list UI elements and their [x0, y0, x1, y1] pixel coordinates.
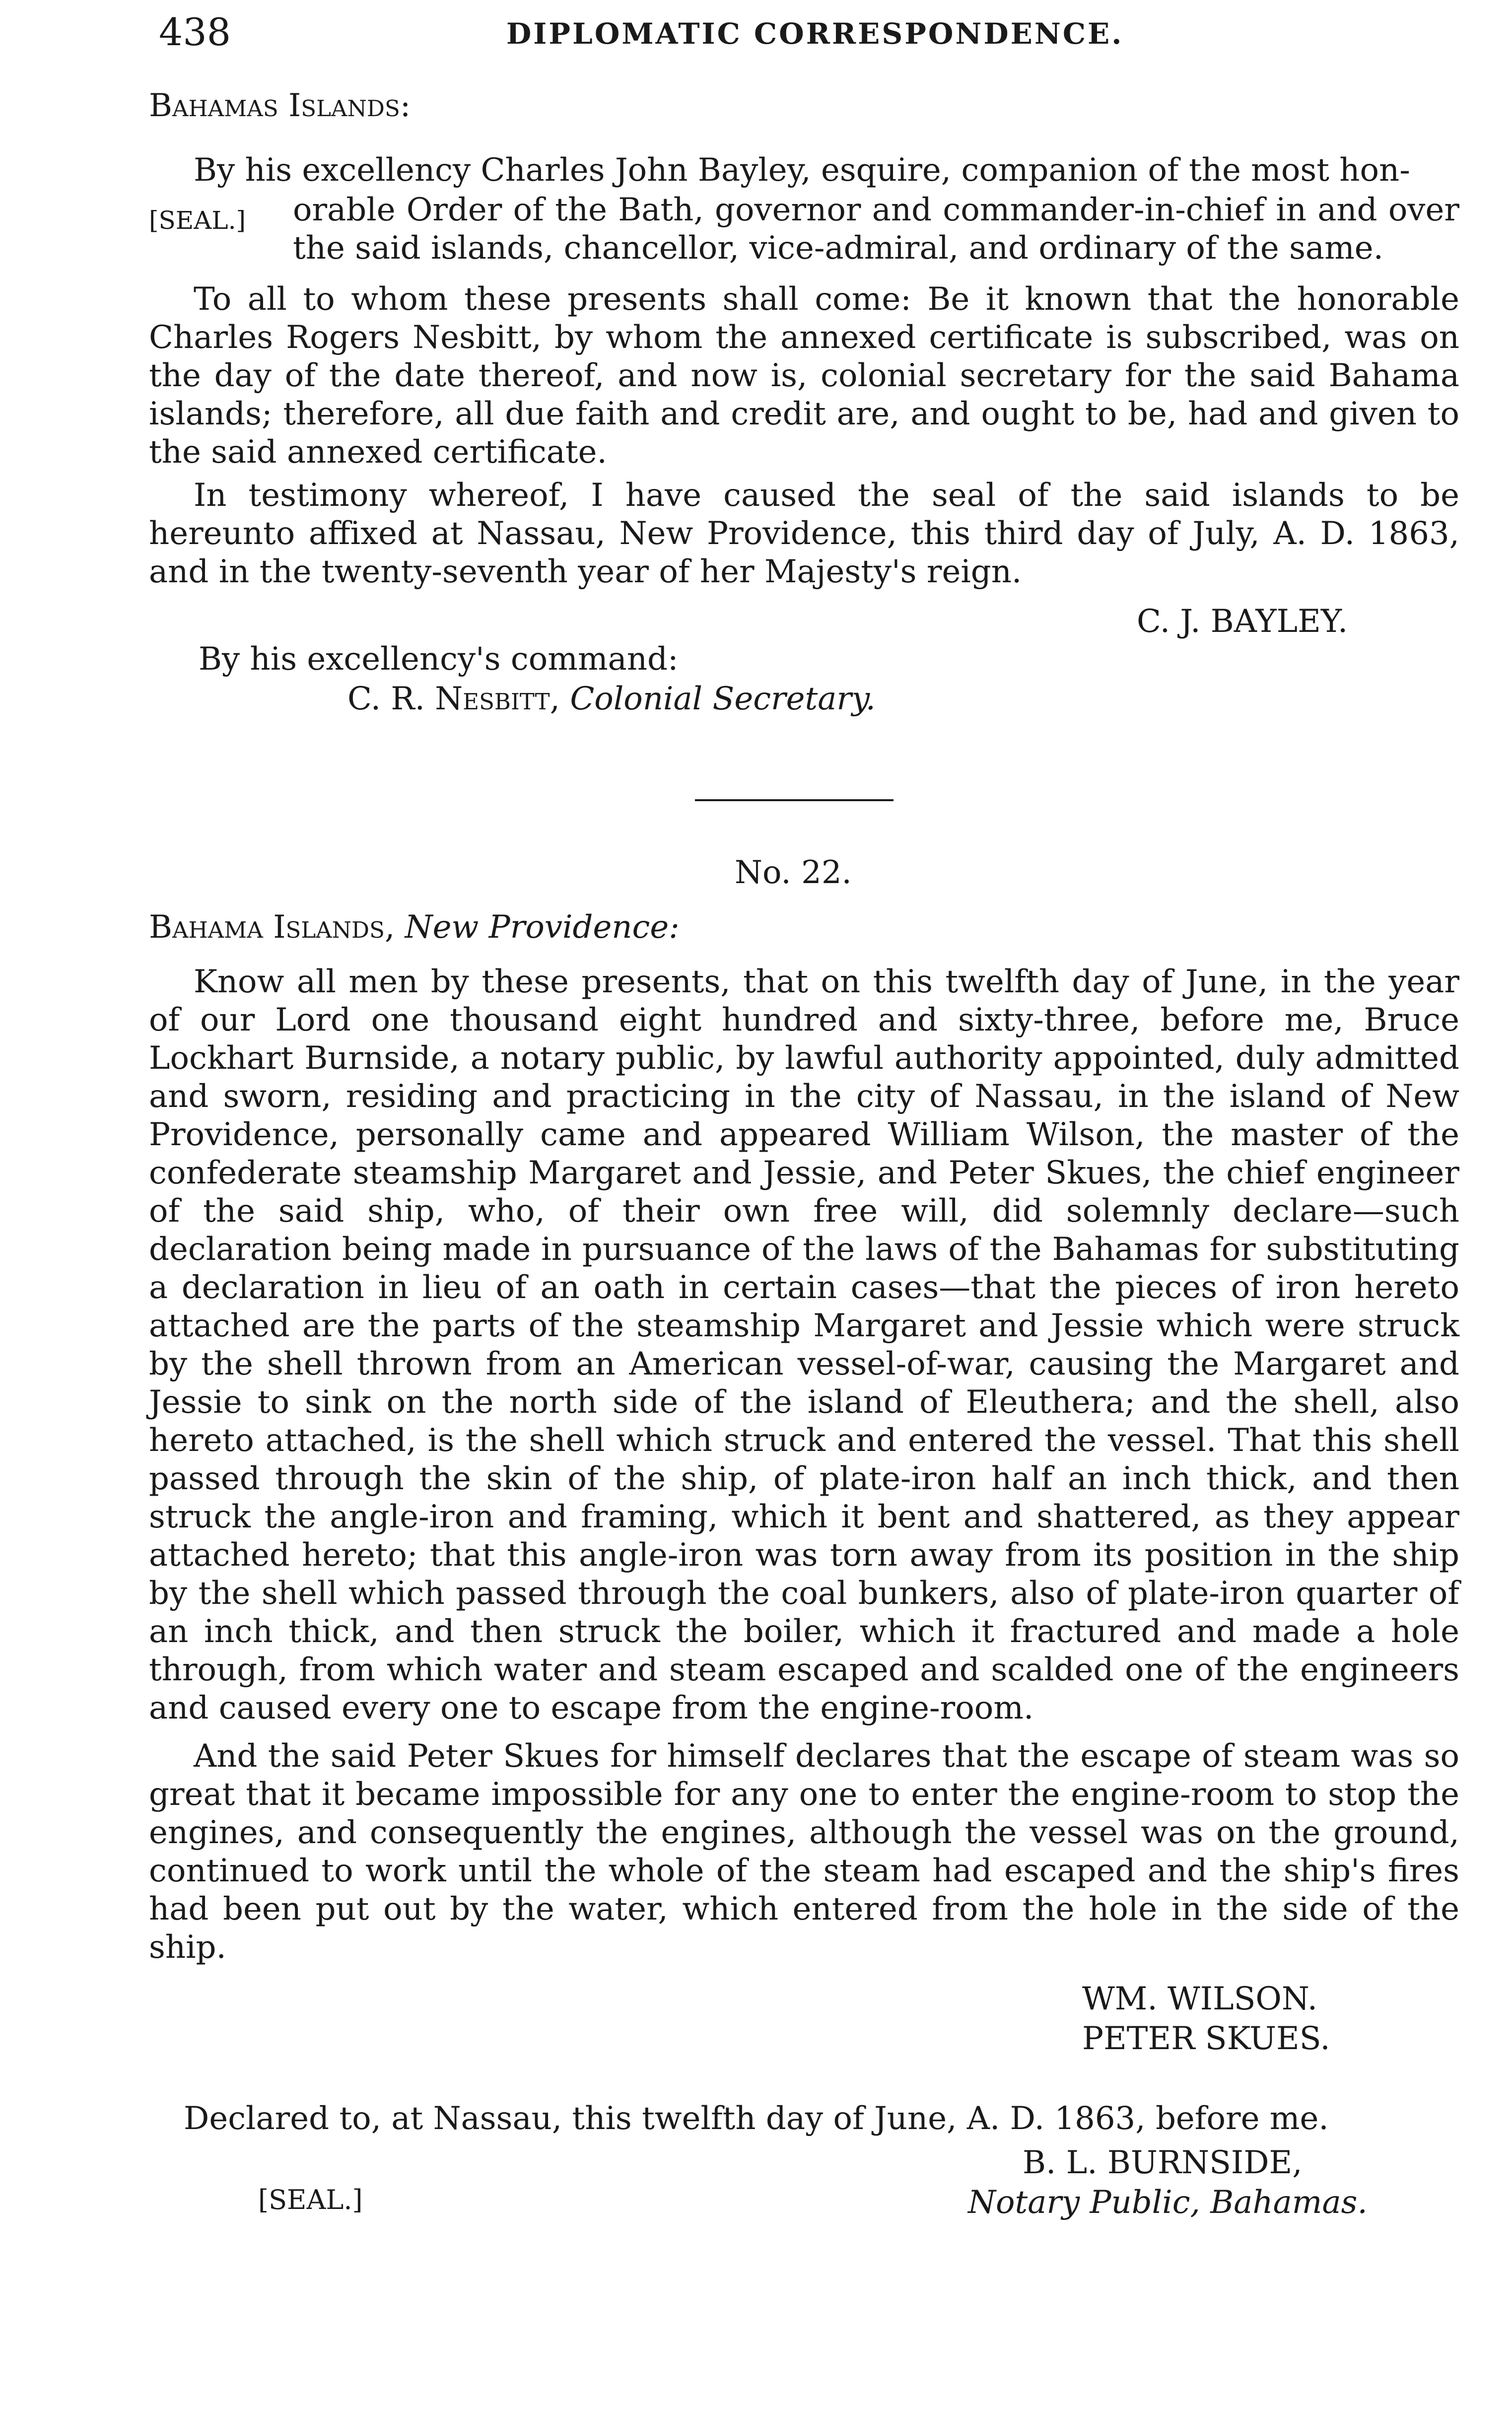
- secretary-name: C. R. Nesbitt,: [347, 681, 560, 717]
- seal-marker-1: [SEAL.]: [149, 206, 246, 235]
- notary-name: B. L. BURNSIDE,: [1023, 2144, 1303, 2181]
- notary-title: Notary Public, Bahamas.: [968, 2184, 1368, 2221]
- skues-signature: PETER SKUES.: [1082, 2020, 1330, 2057]
- section1-paragraph-1: To all to whom these presents shall come: Be it known that the honorable Charles Rogers Nesbitt, by whom the annexed certificate is subscribed, was on the day of the date thereof, and now is, colonial secretary for the said Bahama islands; therefore, all due faith and credit are, and ought to be, had and given to the said annexed certificate.: [149, 281, 1459, 471]
- running-header: [159, 10, 1459, 60]
- wilson-signature: WM. WILSON.: [1082, 1981, 1318, 2017]
- seal-marker-2: [SEAL.]: [258, 2184, 363, 2215]
- section2-paragraph-2: And the said Peter Skues for himself declares that the escape of steam was so great that it became impossible for any one to enter the engine-room to stop the engines, and consequently the engines, although the vessel was on the ground, continued to work until the whole of the steam had escaped and the ship's fires had been put out by the water, which entered from the hole in the side of the ship.: [149, 1738, 1459, 1966]
- declared-line: Declared to, at Nassau, this twelfth day of June, A. D. 1863, before me.: [184, 2100, 1329, 2137]
- section1-place: Bahamas Islands:: [149, 87, 411, 124]
- secretary-title: Colonial Secretary.: [570, 681, 876, 717]
- secretary-line: [347, 680, 1440, 718]
- page-number: 438: [159, 10, 231, 54]
- section2-paragraph-1: Know all men by these presents, that on this twelfth day of June, in the year of our Lord one thousand eight hundred and sixty-three, before me, Bruce Lockhart Burnside, a notary public, by lawful authority appointed, duly admitted and sworn, residing and practicing in the city of Nassau, in the island of New Providence, personally came and appeared William Wilson, the master of the confederate steamship Margaret and Jessie, and Peter Skues, the chief engineer of the said ship, who, of their own free will, did solemnly declare—such declaration being made in pursuance of the laws of the Bahamas for substituting a declaration in lieu of an oath in certain cases—that the pieces of iron hereto attached are the parts of the steamship Margaret and Jessie which were struck by the shell thrown from an American vessel-of-war, causing the Margaret and Jessie to sink on the north side of the island of Eleuthera; and the shell, also hereto attached, is the shell which struck and entered the vessel. That this shell passed through the skin of the ship, of plate-iron half an inch thick, and then struck the angle-iron and framing, which it bent and shattered, as they appear attached hereto; that this angle-iron was torn away from its position in the ship by the shell which passed through the coal bunkers, also of plate-iron quarter of an inch thick, and then struck the boiler, which it fractured and made a hole through, from which water and steam escaped and scalded one of the engineers and caused every one to escape from the engine-room.: [149, 964, 1459, 1726]
- section1-paragraph-2: In testimony whereof, I have caused the seal of the said islands to be hereunto affixed at Nassau, New Providence, this third day of July, A. D. 1863, and in the twenty-seventh year of her Majesty's reign.: [149, 477, 1459, 590]
- running-title: DIPLOMATIC CORRESPONDENCE.: [506, 17, 1124, 51]
- bayley-signature: C. J. BAYLEY.: [1137, 603, 1348, 640]
- document-number: No. 22.: [735, 854, 852, 891]
- section2-place: Bahama Islands, New Providence:: [149, 909, 680, 946]
- section1-seal-text: orable Order of the Bath, governor and commander-in-chief in and over the said islands, chancellor, vice-admiral, and ordinary of the same.: [293, 192, 1459, 267]
- command-line: By his excellency's command:: [199, 641, 679, 678]
- section-divider: [695, 799, 893, 801]
- section1-intro: By his excellency Charles John Bayley, esquire, companion of the most hon-: [194, 152, 1410, 189]
